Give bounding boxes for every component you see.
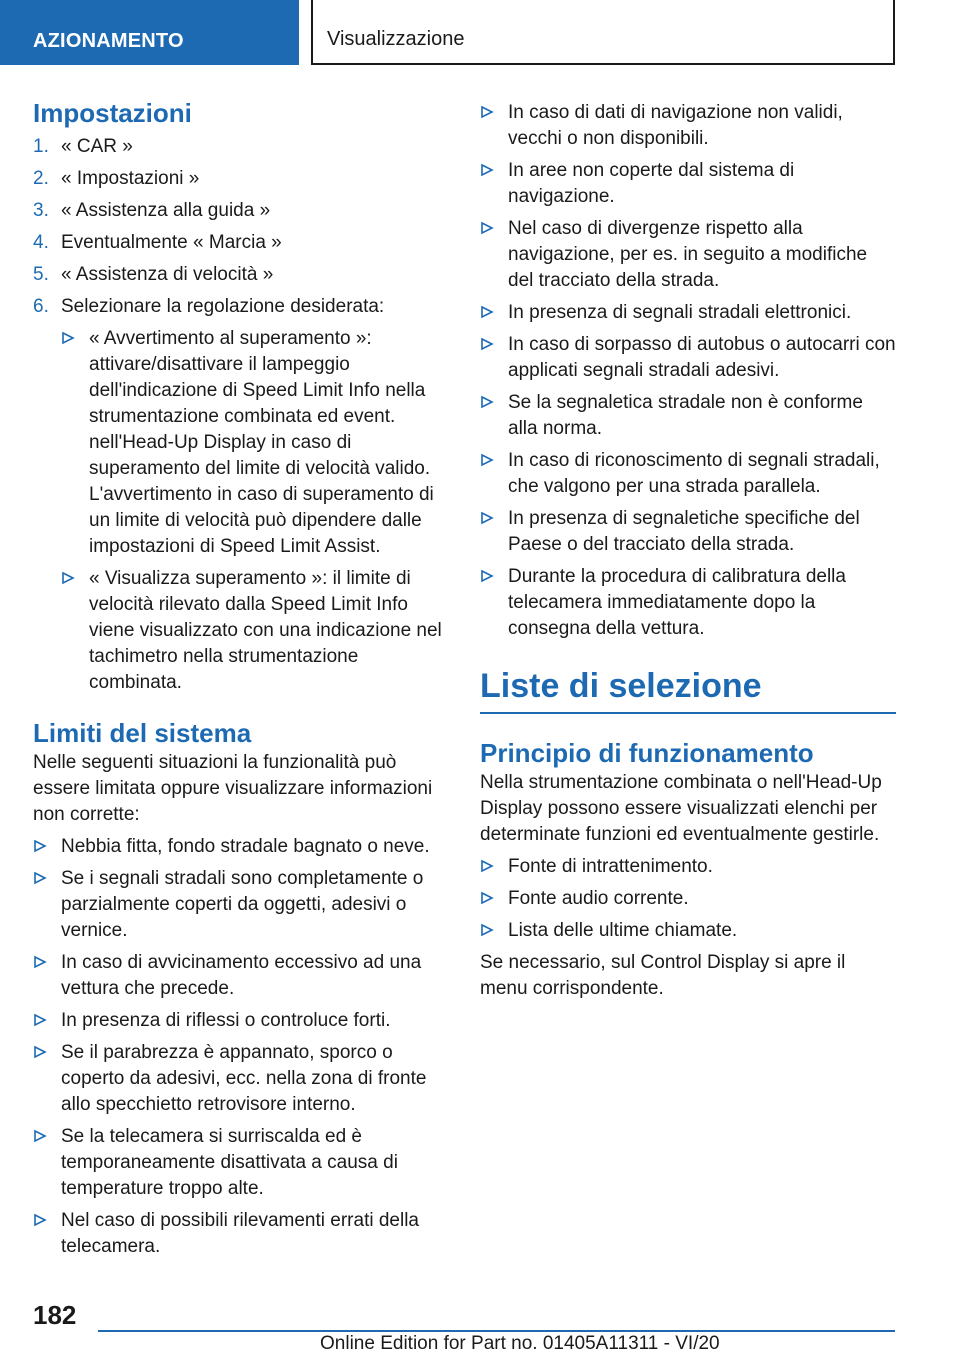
bullet-item [33, 1124, 447, 1202]
bullet-text: Lista delle ultime chiamate. [508, 920, 738, 941]
bullet-text: In caso di sorpasso di autobus o autocarri con applicati segnali stradali adesivi. [508, 334, 896, 381]
bullet-text: In caso di dati di navigazione non validi, vecchi o non disponibili. [508, 102, 843, 149]
triangle-bullet-icon [33, 1013, 47, 1027]
triangle-bullet-icon [61, 331, 75, 345]
step-item [33, 294, 447, 696]
limiti-bullet-list [33, 834, 447, 1260]
bullet-item [480, 158, 896, 210]
bullet-item [480, 448, 896, 500]
triangle-bullet-icon [480, 569, 494, 583]
bullet-text: Se la segnaletica stradale non è conforme alla norma. [508, 392, 863, 439]
bullet-item [33, 834, 447, 860]
bullet-item [480, 918, 896, 944]
triangle-bullet-icon [33, 1045, 47, 1059]
step-number: 3. [33, 200, 49, 221]
triangle-bullet-icon [33, 871, 47, 885]
bullet-text: Se la telecamera si surriscalda ed è temporaneamente disattivata a causa di temperature troppo alte. [61, 1126, 398, 1199]
bullet-item [480, 300, 896, 326]
step-item [33, 166, 447, 192]
sub-bullet-text: « Visualizza superamento »: il limite di velocità rilevato dalla Speed Limit Info viene visualizzato con una indicazione nel tachimetro nella strumentazione combinata. [89, 568, 442, 693]
step-item [33, 134, 447, 160]
step-text: Eventualmente « Marcia » [61, 232, 282, 253]
bullet-text: In presenza di riflessi o controluce forti. [61, 1010, 391, 1031]
bullet-item [33, 1040, 447, 1118]
impostazioni-steps [33, 134, 447, 696]
triangle-bullet-icon [480, 395, 494, 409]
triangle-bullet-icon [480, 891, 494, 905]
triangle-bullet-icon [33, 1213, 47, 1227]
step-text: « Assistenza di velocità » [61, 264, 274, 285]
impostazioni-heading: Impostazioni [33, 98, 192, 128]
triangle-bullet-icon [33, 839, 47, 853]
triangle-bullet-icon [480, 859, 494, 873]
step-text: « Impostazioni » [61, 168, 200, 189]
step-text: « CAR » [61, 136, 133, 157]
bullet-text: Fonte di intrattenimento. [508, 856, 713, 877]
bullet-text: Durante la procedura di calibratura della telecamera immediatamente dopo la consegna della vettura. [508, 566, 846, 639]
bullet-item [33, 866, 447, 944]
triangle-bullet-icon [480, 163, 494, 177]
step-item [33, 230, 447, 256]
triangle-bullet-icon [33, 1129, 47, 1143]
principio-heading: Principio di funzionamento [480, 738, 814, 768]
page-number: 182 [33, 1300, 77, 1330]
triangle-bullet-icon [480, 923, 494, 937]
bullet-text: In presenza di segnali stradali elettronici. [508, 302, 852, 323]
bullet-item [33, 950, 447, 1002]
limiti-intro: Nelle seguenti situazioni la funzionalità può essere limitata oppure visualizzare informazioni non corrette: [33, 752, 433, 825]
sub-bullet-text: « Avvertimento al superamento »: attivare/disattivare il lampeggio dell'indicazione di Speed Limit Info nella strumentazione combinata ed event. nell'Head-Up Display in caso di superamento del limite di velocità valido. L'avvertimento in caso di superamento di un limite di velocità può dipendere dalle impostazioni di Speed Limit Assist. [89, 328, 434, 557]
bullet-item [480, 886, 896, 912]
triangle-bullet-icon [480, 453, 494, 467]
bullet-text: Nel caso di possibili rilevamenti errati della telecamera. [61, 1210, 419, 1257]
triangle-bullet-icon [480, 337, 494, 351]
triangle-bullet-icon [61, 571, 75, 585]
limiti-continued-list [480, 100, 896, 642]
triangle-bullet-icon [480, 105, 494, 119]
step-text: Selezionare la regolazione desiderata: [61, 296, 385, 317]
bullet-text: Se il parabrezza è appannato, sporco o coperto da adesivi, ecc. nella zona di fronte allo specchietto retrovisore interno. [61, 1042, 427, 1115]
bullet-text: Se i segnali stradali sono completamente o parzialmente coperti da oggetti, adesivi o vernice. [61, 868, 424, 941]
liste-outro: Se necessario, sul Control Display si apre il menu corrispondente. [480, 952, 846, 999]
bullet-item [480, 216, 896, 294]
step-number: 5. [33, 264, 49, 285]
triangle-bullet-icon [480, 221, 494, 235]
bullet-text: In caso di riconoscimento di segnali stradali, che valgono per una strada parallela. [508, 450, 880, 497]
step-item [33, 262, 447, 288]
step-text: « Assistenza alla guida » [61, 200, 271, 221]
liste-bullet-list [480, 854, 896, 944]
step-number: 2. [33, 168, 49, 189]
triangle-bullet-icon [480, 511, 494, 525]
bullet-text: Fonte audio corrente. [508, 888, 689, 909]
step-number: 1. [33, 136, 49, 157]
bullet-item [480, 390, 896, 442]
bullet-item [480, 854, 896, 880]
principio-intro: Nella strumentazione combinata o nell'Head-Up Display possono essere visualizzati elenchi per determinate funzioni ed eventualmente gestirle. [480, 772, 882, 845]
bullet-item [480, 564, 896, 642]
bullet-item [480, 506, 896, 558]
bullet-text: In aree non coperte dal sistema di navigazione. [508, 160, 795, 207]
liste-heading: Liste di selezione [480, 664, 896, 714]
triangle-bullet-icon [33, 955, 47, 969]
sub-bullet-item [61, 326, 447, 560]
bullet-item [33, 1008, 447, 1034]
bullet-item [480, 100, 896, 152]
bullet-item [33, 1208, 447, 1260]
bullet-text: In caso di avvicinamento eccessivo ad una vettura che precede. [61, 952, 422, 999]
step-number: 4. [33, 232, 49, 253]
bullet-text: Nebbia fitta, fondo stradale bagnato o neve. [61, 836, 430, 857]
bullet-text: In presenza di segnaletiche specifiche del Paese o del tracciato della strada. [508, 508, 860, 555]
sub-bullet-item [61, 566, 447, 696]
left-column [33, 96, 447, 1260]
step-number: 6. [33, 296, 49, 317]
chapter-title: Visualizzazione [311, 0, 895, 65]
bullet-text: Nel caso di divergenze rispetto alla navigazione, per es. in seguito a modifiche del tracciato della strada. [508, 218, 868, 291]
footer-edition: Online Edition for Part no. 01405A11311 - VI/20 [320, 1333, 720, 1354]
sub-bullet-list [61, 326, 447, 696]
right-column [480, 96, 896, 1002]
section-tab: AZIONAMENTO [0, 0, 299, 65]
triangle-bullet-icon [480, 305, 494, 319]
footer-divider [98, 1330, 895, 1332]
step-item [33, 198, 447, 224]
limiti-heading: Limiti del sistema [33, 718, 252, 748]
bullet-item [480, 332, 896, 384]
